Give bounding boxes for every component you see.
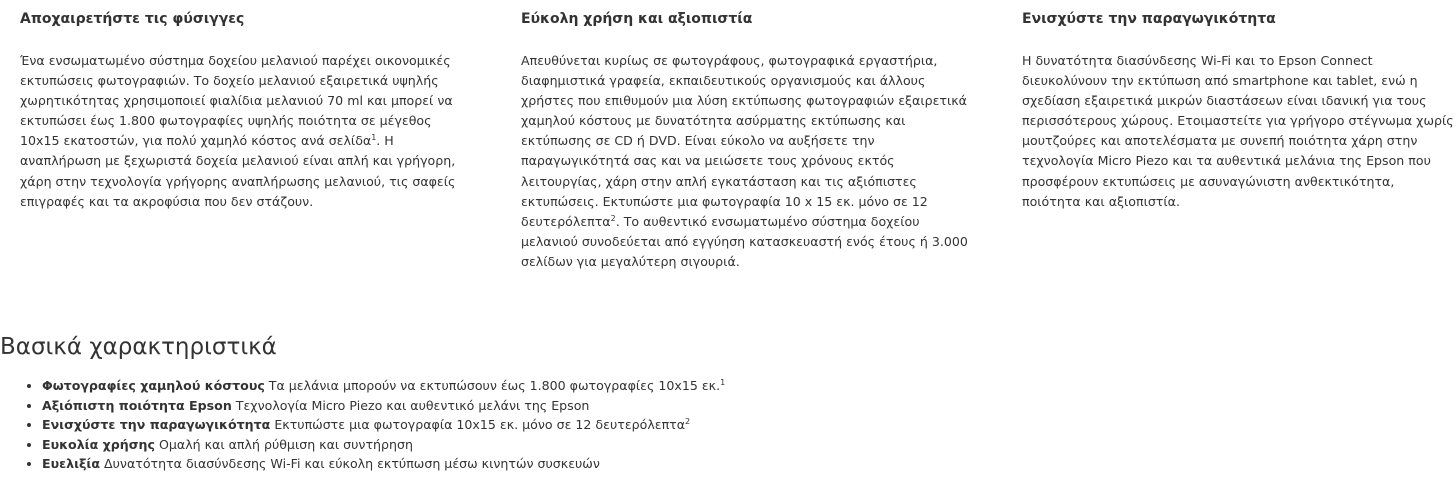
feature-label: Αξιόπιστη ποιότητα Epson (42, 397, 232, 413)
footnote-marker: 2 (610, 213, 616, 223)
feature-column-productivity (1022, 9, 1454, 212)
list-item: • Ενισχύστε την παραγωγικότητα Εκτυπώστε μια φωτογραφία 10x15 εκ. μόνο σε 12 δευτερόλεπτα$^2$ (42, 415, 725, 435)
column-text: Απευθύνεται κυρίως σε φωτογράφους, φωτογραφικά εργαστήρια, διαφημιστικά γραφεία, εκπαιδευτικούς οργανισμούς και άλλους χρήστες που επιθυμούν μια λύση εκτύπωσης φωτογραφιών εξαιρετικά χαμηλού κόστους με δυνατότητα ασύρματης εκτύπωσης και εκτύπωσης σε CD ή DVD. Είναι εύκολο να αυξήσετε την παραγωγικότητά σας και να μειώσετε τους χρόνους εκτός λειτουργίας, χάρη στην απλή εγκατάσταση και τις αξιόπιστες εκτυπώσεις. Εκτυπώστε μια φωτογραφία 10 x 15 εκ. μόνο σε 12 δευτερόλεπτα$^2$. Το αυθεντικό ενσωματωμένο σύστημα δοχείου μελανιού συνοδεύεται από εγγύηση κατασκευαστή ενός έτους ή 3.000 σελίδων για μεγαλύτερη σιγουριά. (521, 53, 968, 269)
footnote-marker: 2 (685, 417, 691, 426)
feature-label: Ενισχύστε την παραγωγικότητα (42, 417, 271, 433)
list-item: • Αξιόπιστη ποιότητα Epson Τεχνολογία Micro Piezo και αυθεντικό μελάνι της Epson (42, 396, 725, 416)
column-text: Η δυνατότητα διασύνδεσης Wi-Fi και το Epson Connect διευκολύνουν την εκτύπωση από smartphone και tablet, ενώ η σχεδίαση εξαιρετικά μικρών διαστάσεων είναι ιδανική για τους περισσότερους χώρους. Ετοιμαστείτε για γρήγορο στέγνωμα χωρίς μουτζούρες και αποτελέσματα με συνεπή ποιότητα χάρη στην τεχνολογία Micro Piezo και τα αυθεντικά μελάνια της Epson που προσφέρουν εκτυπώσεις με ασυναγώνιστη ανθεκτικότητα, ποιότητα και αξιοπιστία. (1022, 53, 1454, 209)
feature-label: Ευελιξία (42, 456, 100, 472)
list-item: • Φωτογραφίες χαμηλού κόστους Τα μελάνια μπορούν να εκτυπώσουν έως 1.800 φωτογραφίες 10x15 εκ.$^1$ (42, 376, 725, 396)
column-title: Εύκολη χρήση και αξιοπιστία (521, 11, 753, 27)
key-features-heading: Βασικά χαρακτηριστικά (0, 334, 277, 360)
list-item: • Ευκολία χρήσης Ομαλή και απλή ρύθμιση και συντήρηση (42, 435, 725, 455)
list-item: • Ευελιξία Δυνατότητα διασύνδεσης Wi-Fi και εύκολη εκτύπωση μέσω κινητών συσκευών (42, 454, 725, 474)
feature-label: Ευκολία χρήσης (42, 436, 155, 452)
column-title: Ενισχύστε την παραγωγικότητα (1022, 11, 1276, 27)
feature-column-ease-of-use (521, 9, 971, 272)
feature-column-cartridges (20, 9, 470, 212)
key-features-list (24, 376, 725, 474)
column-title: Αποχαιρετήστε τις φύσιγγες (20, 11, 245, 27)
footnote-marker: 1 (720, 377, 726, 387)
footnote-marker: 1 (371, 133, 377, 143)
column-text: Ένα ενσωματωμένο σύστημα δοχείου μελανιού παρέχει οικονομικές εκτυπώσεις φωτογραφιών. Το δοχείο μελανιού εξαιρετικά υψηλής χωρητικότητας χρησιμοποιεί φιαλίδια μελανιού 70 ml και μπορεί να εκτυπώσει έως 1.800 φωτογραφίες υψηλής ποιότητα σε μέγεθος 10x15 εκατοστών, για πολύ χαμηλό κόστος ανά σελίδα$^1$. Η αναπλήρωση με ξεχωριστά δοχεία μελανιού είναι απλή και γρήγορη, χάρη στην τεχνολογία γρήγορης αναπλήρωσης μελανιού, τις σαφείς επιγραφές και τα ακροφύσια που δεν στάζουν. (20, 53, 456, 209)
feature-label: Φωτογραφίες χαμηλού κόστους (42, 378, 265, 393)
